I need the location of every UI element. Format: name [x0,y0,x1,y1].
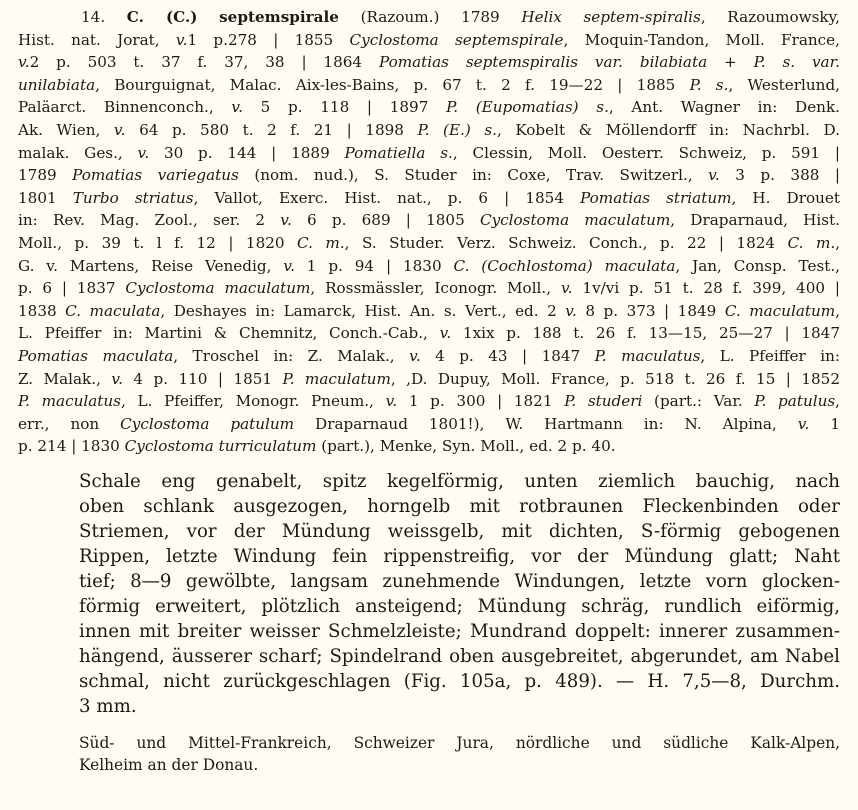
citation-text: (nom. nud.), S. Studer in: Coxe, Trav. Switzerl., [238,166,709,185]
italic-citation-text: P. maculatus [594,346,701,365]
description-line: oben schlank ausgezogen, horngelb mit rotbraunen Fleckenbinden oder [79,495,840,517]
synonymy-line [18,187,840,210]
italic-citation-text: v. [137,143,150,162]
description-line: Striemen, vor der Mündung weissgelb, mit dichten, S-förmig gebogenen [79,520,840,542]
entry-heading-line [18,6,840,29]
citation-text: Z. Malak., [18,369,112,388]
italic-citation-text: C. maculatum [724,301,836,320]
entry-number: 14. [81,8,106,26]
citation-text: 1xix p. 188 t. 26 f. 13—15, 25—27 | 1847 [451,324,840,343]
synonymy-line [18,209,840,232]
citation-text: Moll., p. 39 t. l f. 12 | 1820 [18,233,298,252]
italic-citation-text: C. m. [297,233,345,252]
italic-citation-text: v. [113,120,126,139]
italic-citation-text: v. [708,166,720,185]
italic-citation-text: v. [175,30,188,49]
citation-text: 3 p. 388 | [719,166,840,185]
synonymy-line [18,435,840,458]
italic-citation-text: v. [231,98,243,117]
synonymy-line [18,300,840,323]
citation-text: 5 p. 118 | 1897 [242,98,447,117]
description-line: 3 mm. [79,695,137,717]
citation-text: 64 p. 580 t. 2 f. 21 | 1898 [125,120,418,139]
synonymy-line [18,29,840,52]
italic-citation-text: v. [565,301,577,320]
synonymy-line [18,51,840,74]
citation-text: 1789 [18,166,73,185]
italic-citation-text: Cyclostoma maculatum [125,279,311,298]
italic-citation-text: v. [385,392,398,411]
citation-text: 30 p. 144 | 1889 [149,143,345,162]
italic-citation-text: v. [439,324,452,343]
description-line: schmal, nicht zurückgeschlagen (Fig. 105a, p. 489). — H. 7,5—8, Durchm. [79,670,840,692]
italic-citation-text: C. (Cochlostoma) maculata [453,256,676,275]
citation-text: 1801 [18,188,73,207]
italic-citation-text: C. maculata [65,301,161,320]
synonymy-line [18,345,840,368]
description-line: hängend, äusserer scharf; Spindelrand oben ausgebreitet, abgerundet, am Nabel [79,645,840,667]
italic-citation-text: unilabiata [18,75,96,94]
citation-text: , Rossmässler, Iconogr. Moll., [310,279,561,298]
citation-text: 6 p. 689 | 1805 [291,211,480,230]
synonymy-line [18,255,840,278]
citation-text: 1 p. 300 | 1821 [397,392,565,411]
shell-description [18,469,840,719]
citation-text: , L. Pfeiffer, Monogr. Pneum., [120,392,386,411]
citation-text: Draparnaud 1801!), W. Hartmann in: N. Alpina, [294,414,798,433]
synonymy-line [18,368,840,391]
citation-text: G. v. Martens, Reise Venedig, [18,256,284,275]
citation-text: Ak. Wien, [18,120,114,139]
citation-text: p. 6 | 1837 [18,279,126,298]
italic-citation-text: P. maculatum [282,369,391,388]
citation-text: , Ant. Wagner in: Denk. [608,98,840,117]
italic-citation-text: Pomatias maculata [18,346,174,365]
document-page [18,6,840,776]
citation-text: 1v/vi p. 51 t. 28 f. 399, 400 | [572,279,840,298]
synonymy-block [18,6,840,458]
citation-text: , Vallot, Exerc. Hist. nat., p. 6 | 1854 [193,188,581,207]
citation-text: + [707,53,754,72]
italic-citation-text: Cyclostoma maculatum [479,211,671,230]
italic-citation-text: Pomatias septemspiralis var. bilabiata [378,53,708,72]
citation-text: Hist. nat. Jorat, [18,30,176,49]
citation-text: 1789 [461,8,522,26]
italic-citation-text: Turbo striatus [72,188,194,207]
genus-subgenus: C. (C.) [126,8,198,26]
citation-text: , Jan, Consp. Test., [675,256,840,275]
species-name: septemspirale [219,8,339,26]
italic-citation-text: Cyclostoma turriculatum [124,437,317,456]
italic-citation-text: Pomatias variegatus [72,166,239,185]
citation-text: , Deshayes in: Lamarck, Hist. An. s. Vert., ed. 2 [160,301,566,320]
citation-text: 4 p. 43 | 1847 [420,346,595,365]
citation-text: , H. Drouet [731,188,840,207]
description-line: Schale eng genabelt, spitz kegelförmig, unten ziemlich bauchig, nach [79,470,840,492]
italic-citation-text: v. [18,53,30,72]
citation-text: p. 214 | 1830 [18,437,125,456]
citation-text: , [835,233,840,252]
italic-citation-text: P. s. [689,75,729,94]
italic-citation-text: Helix septem-spiralis [521,8,701,26]
citation-text: , S. Studer. Verz. Schweiz. Conch., p. 22 | 1824 [344,233,788,252]
italic-citation-text: v. [283,256,295,275]
citation-text: , Kobelt & Möllendorff in: Nachrbl. D. [496,120,840,139]
citation-text: 8 p. 373 | 1849 [576,301,725,320]
italic-citation-text: P. (E.) s. [417,120,497,139]
citation-text: , Clessin, Moll. Oesterr. Schweiz, p. 591 | [452,143,840,162]
description-line: tief; 8—9 gewölbte, langsam zunehmende Windungen, letzte vorn glocken- [79,570,840,592]
synonymy-line [18,142,840,165]
citation-text: , Bourguignat, Malac. Aix-les-Bains, p. 67 t. 2 f. 19—22 | 1885 [95,75,690,94]
italic-citation-text: v. [560,279,573,298]
citation-text: malak. Ges., [18,143,138,162]
distribution-line: Kelheim an der Donau. [79,755,259,774]
italic-citation-text: C. m. [787,233,836,252]
italic-citation-text: Pomatiella s. [344,143,453,162]
citation-text: , [835,392,840,411]
citation-text: 1 p.278 | 1855 [187,30,350,49]
citation-text: (part.), Menke, Syn. Moll., ed. 2 p. 40. [316,437,616,456]
citation-text: 4 p. 110 | 1851 [122,369,283,388]
italic-citation-text: P. (Eupomatias) s. [446,98,609,117]
italic-citation-text: v. [111,369,123,388]
italic-citation-text: P. studeri [564,392,643,411]
synonymy-line [18,277,840,300]
citation-text: , Troschel in: Z. Malak., [173,346,410,365]
italic-citation-text: v. [280,211,292,230]
synonymy-line [18,96,840,119]
citation-text: 2 p. 503 t. 37 f. 37, 38 | 1864 [29,53,379,72]
italic-citation-text: P. s. var. [753,53,840,72]
description-line: innen mit breiter weisser Schmelzleiste; Mundrand doppelt: innerer zusammen- [79,620,840,642]
citation-text: , [835,301,840,320]
citation-text: 1 p. 94 | 1830 [294,256,454,275]
distribution-text [18,732,840,776]
citation-text: 1 [809,414,840,433]
synonymy-line [18,413,840,436]
description-line: Rippen, letzte Windung fein rippenstreifig, vor der Mündung glatt; Naht [79,545,840,567]
distribution-line: Süd- und Mittel-Frankreich, Schweizer Jura, nördliche und südliche Kalk-Alpen, [79,733,840,752]
citation-text: err., non [18,414,121,433]
synonymy-line [18,164,840,187]
citation-text: , L. Pfeiffer in: [700,346,840,365]
italic-citation-text: P. patulus [754,392,836,411]
italic-citation-text: P. maculatus [18,392,121,411]
italic-citation-text: v. [797,414,810,433]
italic-citation-text: Pomatias striatum [580,188,732,207]
italic-citation-text: Cyclostoma septemspirale [349,30,564,49]
citation-text: , ,D. Dupuy, Moll. France, p. 518 t. 26 f. 15 | 1852 [390,369,840,388]
citation-text: 1838 [18,301,66,320]
synonymy-line [18,322,840,345]
italic-citation-text: v. [409,346,421,365]
synonymy-line [18,74,840,97]
synonymy-line [18,390,840,413]
synonymy-line [18,119,840,142]
citation-text: Paläarct. Binnenconch., [18,98,232,117]
synonymy-line [18,232,840,255]
citation-text: in: Rev. Mag. Zool., ser. 2 [18,211,281,230]
citation-text: , Draparnaud, Hist. [670,211,840,230]
italic-citation-text: Cyclostoma patulum [120,414,295,433]
description-line: förmig erweitert, plötzlich ansteigend; Mündung schräg, rundlich eiförmig, [79,595,840,617]
citation-text: , Razoumowsky, [700,8,840,26]
citation-text: , Westerlund, [728,75,840,94]
citation-text: , Moquin-Tandon, Moll. France, [563,30,840,49]
species-author: (Razoum.) [360,8,440,26]
citation-text: L. Pfeiffer in: Martini & Chemnitz, Conch.-Cab., [18,324,440,343]
citation-text: (part.: Var. [642,392,755,411]
